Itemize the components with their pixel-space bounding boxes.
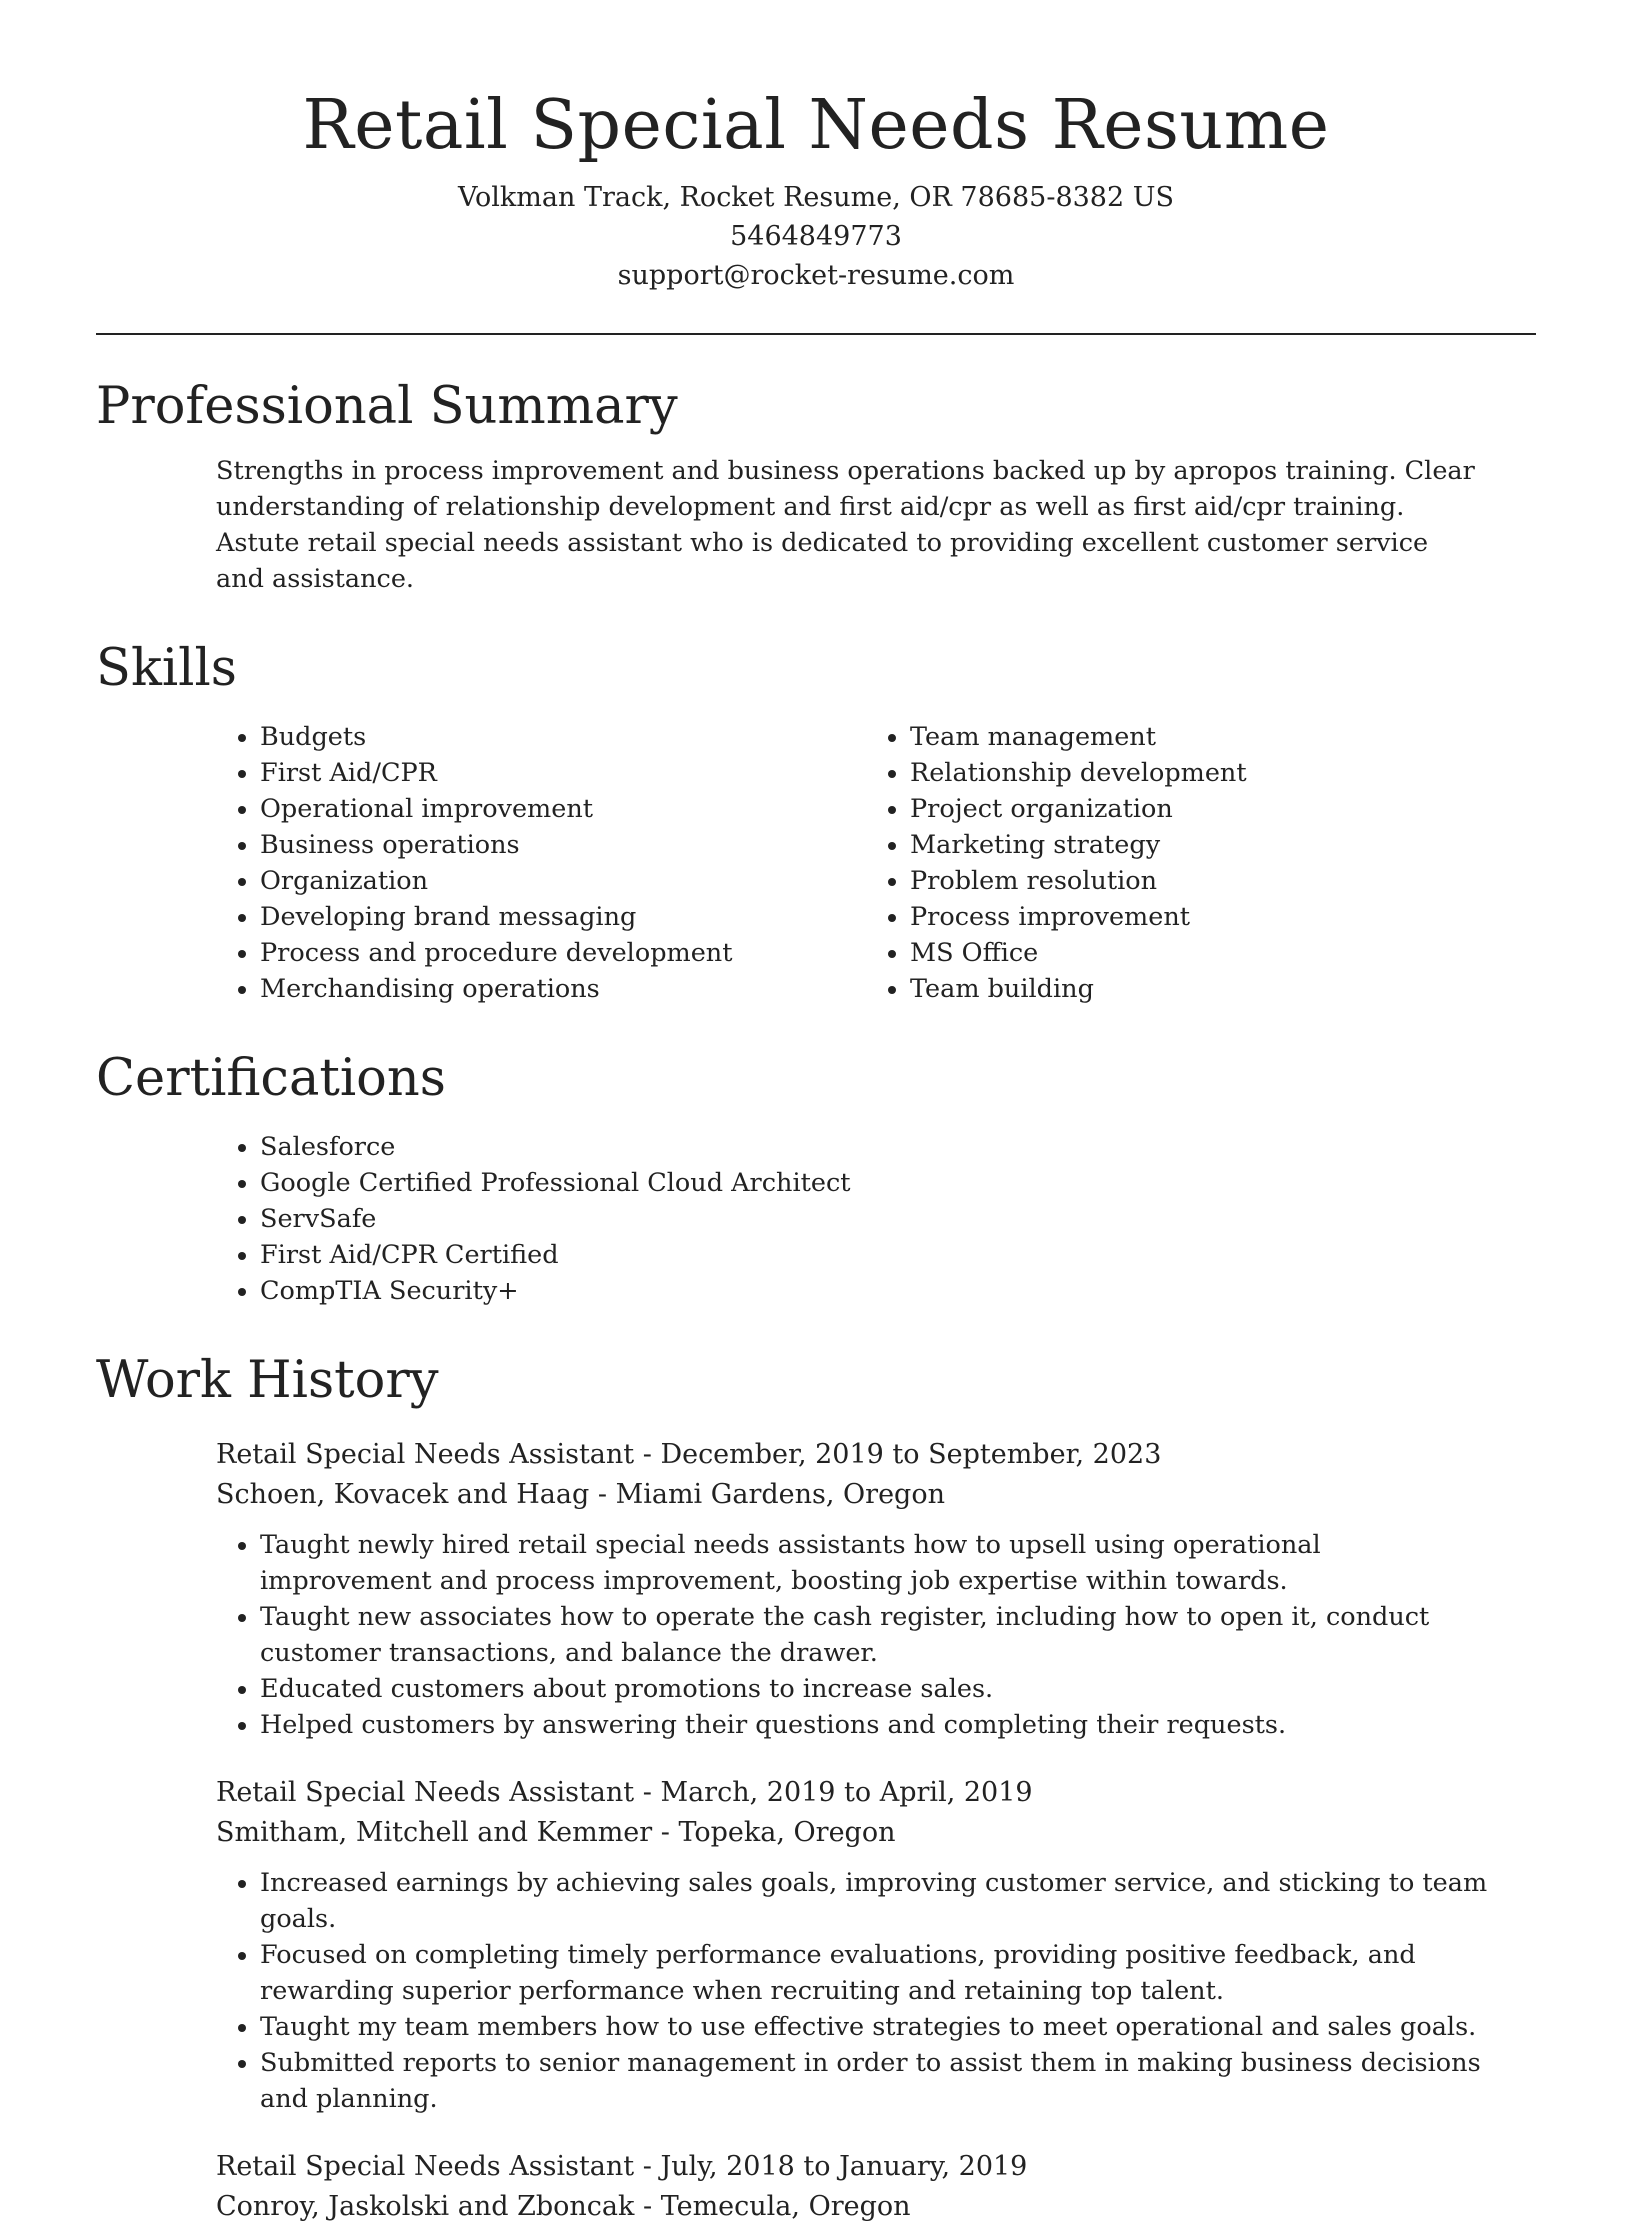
work-history-heading: Work History — [96, 1351, 439, 1410]
job-task: • Taught new associates how to operate the cash register, including how to open it, conduct customer transactions, and balance the drawer. — [260, 1599, 1496, 1671]
job-location: Topeka, Oregon — [678, 1817, 896, 1848]
skill-item: • Process and procedure development — [260, 935, 866, 971]
skill-item: • Team building — [910, 971, 1516, 1007]
certifications-heading: Certifications — [96, 1049, 446, 1108]
work-history-section — [216, 1435, 1536, 2227]
job-entry — [216, 1435, 1536, 1743]
summary-heading: Professional Summary — [96, 377, 678, 436]
certification-item: • CompTIA Security+ — [260, 1273, 1536, 1309]
job-role: Retail Special Needs Assistant — [216, 2151, 635, 2182]
job-task: • Focused on completing timely performance evaluations, providing positive feedback, and rewarding superior performance when recruiting and retaining top talent. — [260, 1937, 1496, 2009]
job-company-line: Schoen, Kovacek and Haag - Miami Gardens, Oregon — [216, 1479, 945, 1510]
resume-title: Retail Special Needs Resume — [302, 86, 1330, 165]
header-divider — [96, 333, 1536, 335]
skill-item: • First Aid/CPR — [260, 755, 866, 791]
job-entry — [216, 2147, 1536, 2227]
skill-item: • Developing brand messaging — [260, 899, 866, 935]
certifications-section — [216, 1129, 1536, 1309]
job-company: Schoen, Kovacek and Haag — [216, 1479, 590, 1510]
certification-item: • Google Certified Professional Cloud Architect — [260, 1165, 1536, 1201]
skills-columns — [216, 719, 1536, 1007]
resume-header — [96, 0, 1536, 295]
skill-item: • Relationship development — [910, 755, 1516, 791]
skill-item: • Problem resolution — [910, 863, 1516, 899]
skills-list-right — [866, 719, 1516, 1007]
job-task: • Submitted reports to senior management in order to assist them in making business decisions and planning. — [260, 2045, 1496, 2117]
skill-item: • Budgets — [260, 719, 866, 755]
job-role: Retail Special Needs Assistant — [216, 1439, 635, 1470]
contact-address: Volkman Track, Rocket Resume, OR 78685-8382 US — [458, 182, 1174, 213]
job-title-line: Retail Special Needs Assistant - March, 2019 to April, 2019 — [216, 1777, 1033, 1808]
skill-item: • Organization — [260, 863, 866, 899]
certification-item: • ServSafe — [260, 1201, 1536, 1237]
skills-section — [216, 719, 1536, 1007]
job-dates: December, 2019 to September, 2023 — [660, 1439, 1162, 1470]
skill-item: • Project organization — [910, 791, 1516, 827]
job-task: • Increased earnings by achieving sales goals, improving customer service, and sticking to team goals. — [260, 1865, 1496, 1937]
contact-email[interactable]: support@rocket-resume.com — [617, 260, 1015, 291]
summary-text: Strengths in process improvement and business operations backed up by apropos training. Clear understanding of relationship development and first aid/cpr as well as first aid/cpr training. Astute retail special needs assistant who is dedicated to providing excellent customer service and assistance. — [216, 456, 1475, 594]
job-task: • Helped customers by answering their questions and completing their requests. — [260, 1707, 1496, 1743]
job-dates: July, 2018 to January, 2019 — [660, 2151, 1028, 2182]
job-task-list — [216, 1865, 1536, 2117]
job-company-line: Conroy, Jaskolski and Zboncak - Temecula, Oregon — [216, 2191, 911, 2222]
job-task: • Taught my team members how to use effective strategies to meet operational and sales goals. — [260, 2009, 1496, 2045]
skill-item: • Merchandising operations — [260, 971, 866, 1007]
job-role: Retail Special Needs Assistant — [216, 1777, 635, 1808]
job-location: Miami Gardens, Oregon — [615, 1479, 945, 1510]
skill-item: • Marketing strategy — [910, 827, 1516, 863]
job-task: • Taught newly hired retail special needs assistants how to upsell using operational improvement and process improvement, boosting job expertise within towards. — [260, 1527, 1496, 1599]
contact-block — [96, 178, 1536, 295]
skill-item: • Business operations — [260, 827, 866, 863]
certification-item: • Salesforce — [260, 1129, 1536, 1165]
summary-section — [216, 453, 1536, 597]
certification-item: • First Aid/CPR Certified — [260, 1237, 1536, 1273]
job-dates: March, 2019 to April, 2019 — [660, 1777, 1033, 1808]
job-title-line: Retail Special Needs Assistant - July, 2018 to January, 2019 — [216, 2151, 1028, 2182]
certifications-list — [216, 1129, 1536, 1309]
contact-phone: 5464849773 — [730, 221, 902, 252]
job-company: Smitham, Mitchell and Kemmer — [216, 1817, 653, 1848]
job-task: • Educated customers about promotions to increase sales. — [260, 1671, 1496, 1707]
job-company-line: Smitham, Mitchell and Kemmer - Topeka, Oregon — [216, 1817, 896, 1848]
job-company: Conroy, Jaskolski and Zboncak — [216, 2191, 635, 2222]
job-entry — [216, 1773, 1536, 2117]
skill-item: • Team management — [910, 719, 1516, 755]
skill-item: • MS Office — [910, 935, 1516, 971]
job-task-list — [216, 1527, 1536, 1743]
skill-item: • Operational improvement — [260, 791, 866, 827]
job-title-line: Retail Special Needs Assistant - December, 2019 to September, 2023 — [216, 1439, 1162, 1470]
skills-list-left — [216, 719, 866, 1007]
resume-page — [96, 0, 1536, 2227]
skill-item: • Process improvement — [910, 899, 1516, 935]
job-location: Temecula, Oregon — [660, 2191, 911, 2222]
skills-heading: Skills — [96, 639, 237, 698]
